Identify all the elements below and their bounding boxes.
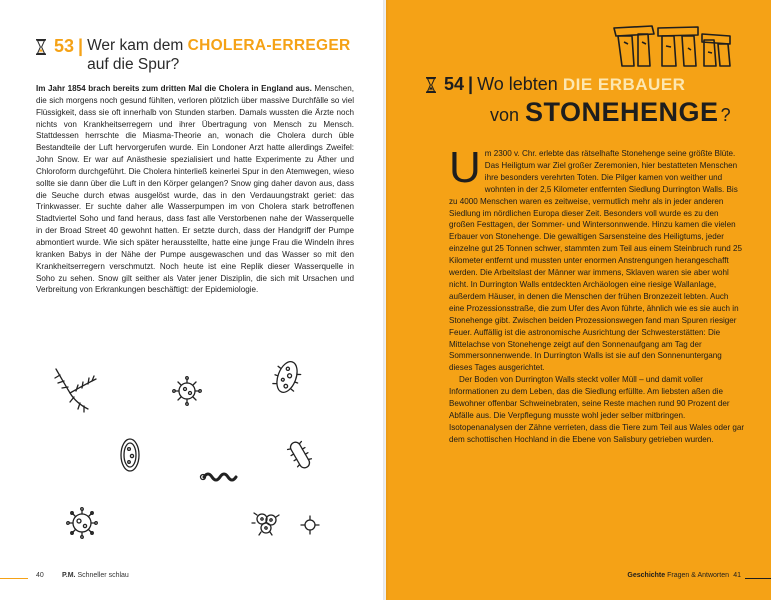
title-von: von — [490, 105, 520, 125]
stonehenge-illustration — [612, 22, 732, 68]
title-stonehenge: STONEHENGE — [525, 97, 719, 127]
hourglass-icon — [36, 39, 46, 55]
title-accent: DIE ERBAUER — [562, 75, 686, 94]
right-heading — [426, 74, 756, 126]
question-number: 54 — [444, 74, 465, 94]
divider-bar: | — [468, 74, 474, 94]
virus-icon — [301, 516, 319, 534]
page-number: 40 — [36, 572, 44, 579]
germ-icon — [286, 439, 314, 471]
left-article-body — [36, 83, 354, 296]
virus-icon — [67, 508, 98, 539]
germ-icon — [55, 369, 96, 412]
drop-cap: U — [449, 143, 481, 192]
paragraph-1 — [449, 143, 745, 374]
right-footer — [386, 572, 771, 586]
footer-brand-bold: P.M. — [62, 572, 76, 579]
question-title — [477, 74, 685, 95]
hourglass-icon — [426, 77, 436, 93]
footer-section — [627, 572, 729, 579]
divider-bar: | — [78, 36, 84, 56]
right-article-body — [449, 143, 745, 446]
page-number: 41 — [733, 572, 741, 579]
footer-rule — [0, 578, 28, 579]
body-text: Menschen, die sich morgens noch gesund fühlten, verloren plötzlich über massive Durchfälle so viel Flüssigkeit, dass sie oft innerhalb von Stunden starben. Damals wussten die Ärzte noch nichts von Krankheitserregern und ihrer Übertragung von Mensch zu Mensch. Stattdessen herrschte die Miasma-Theorie an, wonach die Cholera durch üble Bestandteile der Luft hervorgerufen wurde. Ein Londoner Arzt hatte allerdings Zweifel: John Snow. Er war auf Anästhesie spezialisiert und hatte Experimente zu Äther und Chloroform durchgeführt. Die Cholera hinterließ keinerlei Spur in den Atemwegen, wieso sollte sie dann über die Luft in den Körper gelangen? Snow ging daher davon aus, dass die Seuche durch etwas ausgelöst wurde, das in den Verdauungstrakt geriet: das Trinkwasser. Er suchte daher alle Wasserpumpen im von Cholera stark betroffenen Stadtviertel Soho und fand heraus, dass fast alle Verstorbenen nahe der Wasserquelle in der Broad Street 40 gewohnt hatten. Er setzte durch, dass der Handgriff der Pumpe abmontiert wurde. Wie sich später herausstellte, hatte eine junge Frau die Windeln ihres kranken Babys in der Nähe der Pumpe ausgewaschen und das Wasser so mit den Krankheitserregern verschmutzt. Noch heute ist eine Replik dieser Wasserquelle in Soho zu sehen. Snow gilt seither als Vater jener Disziplin, die sich mit Ursachen und Verbreitung von Erkrankungen beschäftigt: der Epidemiologie. — [36, 84, 354, 295]
title-text: Wer kam dem — [87, 37, 188, 54]
footer-rule — [745, 578, 771, 579]
question-title — [87, 36, 350, 74]
left-heading — [36, 36, 356, 74]
germ-icon — [270, 358, 303, 396]
title-question-mark: ? — [720, 105, 731, 125]
paragraph-1-text: m 2300 v. Chr. erlebte das rätselhafte Stonehenge seine größte Blüte. Das Heiligtum war Ziel großer Zeremonien, hier bestatteten Menschen ihre besonders verehrten Toten. Die Pilger kamen von weither und wohnten in der 2,5 Kilometer entfernten Siedlung Durrington Walls. Bis zu 4000 Menschen waren es zeitweise, vermutlich mehr als in jeder anderen Siedlung im nördlichen Europa dieser Zeit. Besonders voll wurde es zu den großen Festtagen, der Sommer- und Wintersonnwende. Hinzu kamen die vielen Erbauer von Stonehenge. Die gewaltigen Sarsensteine des Heiligtums, jeder einzelne gut 25 Tonnen schwer, stammten zum Teil aus einem Steinbruch rund 25 Kilometer entfernt und mussten unter enormen Anstrengungen herangeschafft werden. Die Arbeitslast der Männer war immens, Sklaven waren sie aber wohl nicht. In Durrington Walls entdeckten Archäologen eine riesige Wallanlage, außerdem Häuser, in denen die Menschen der frühen Bronzezeit lebten. Auch eine Prozessionsstraße, die zum Ufer des Avon führte, ähnlich wie es sie auch in Stonehenge gibt. Zwischen beiden Prozessionswegen fand man Spuren riesiger Feuer. Auffällig ist die astronomische Ausrichtung der Schwesterstätten: Die Mittelachse von Stonehenge zeigt auf den Sonnenaufgang am Tag der Sommersonnenwende. In Durrington Walls ist sie auf den Sonnenuntergang dieses Tages ausgerichtet. — [449, 149, 743, 373]
lead-sentence: Im Jahr 1854 brach bereits zum dritten Mal die Cholera in England aus. — [36, 84, 312, 93]
title-text-line2: auf die Spur? — [87, 56, 180, 73]
footer-section-rest: Fragen & Antworten — [665, 572, 729, 579]
gutter-shadow — [383, 0, 389, 600]
heading-line-2 — [490, 98, 756, 126]
germ-icon — [252, 513, 279, 535]
left-footer — [0, 572, 386, 586]
heading-line-1 — [426, 74, 756, 95]
title-accent: CHOLERA-ERREGER — [187, 37, 351, 54]
germ-icon — [201, 474, 237, 480]
germ-icon — [121, 439, 139, 471]
footer-section-bold: Geschichte — [627, 572, 666, 579]
title-text: Wo lebten — [477, 74, 563, 94]
germ-illustrations — [40, 355, 340, 545]
footer-brand-rest: Schneller schlau — [75, 572, 129, 579]
virus-icon — [173, 377, 202, 406]
footer-brand — [62, 572, 129, 579]
paragraph-2: Der Boden von Durrington Walls steckt voller Müll – und damit voller Informationen zu dem Leben, das die Siedlung erfüllte. Am liebsten aßen die Bewohner offenbar Schweinebraten, seine Reste machen rund 90 Prozent der Abfälle aus. Die Verpflegung musste wohl jeder selber mitbringen. Isotopenanalysen der Zähne verrieten, dass die Tiere zum Teil aus Wales oder gar dem schottischen Hochland in die Ebene von Salisbury getrieben wurden. — [449, 375, 745, 444]
question-number: 53 — [54, 36, 75, 56]
